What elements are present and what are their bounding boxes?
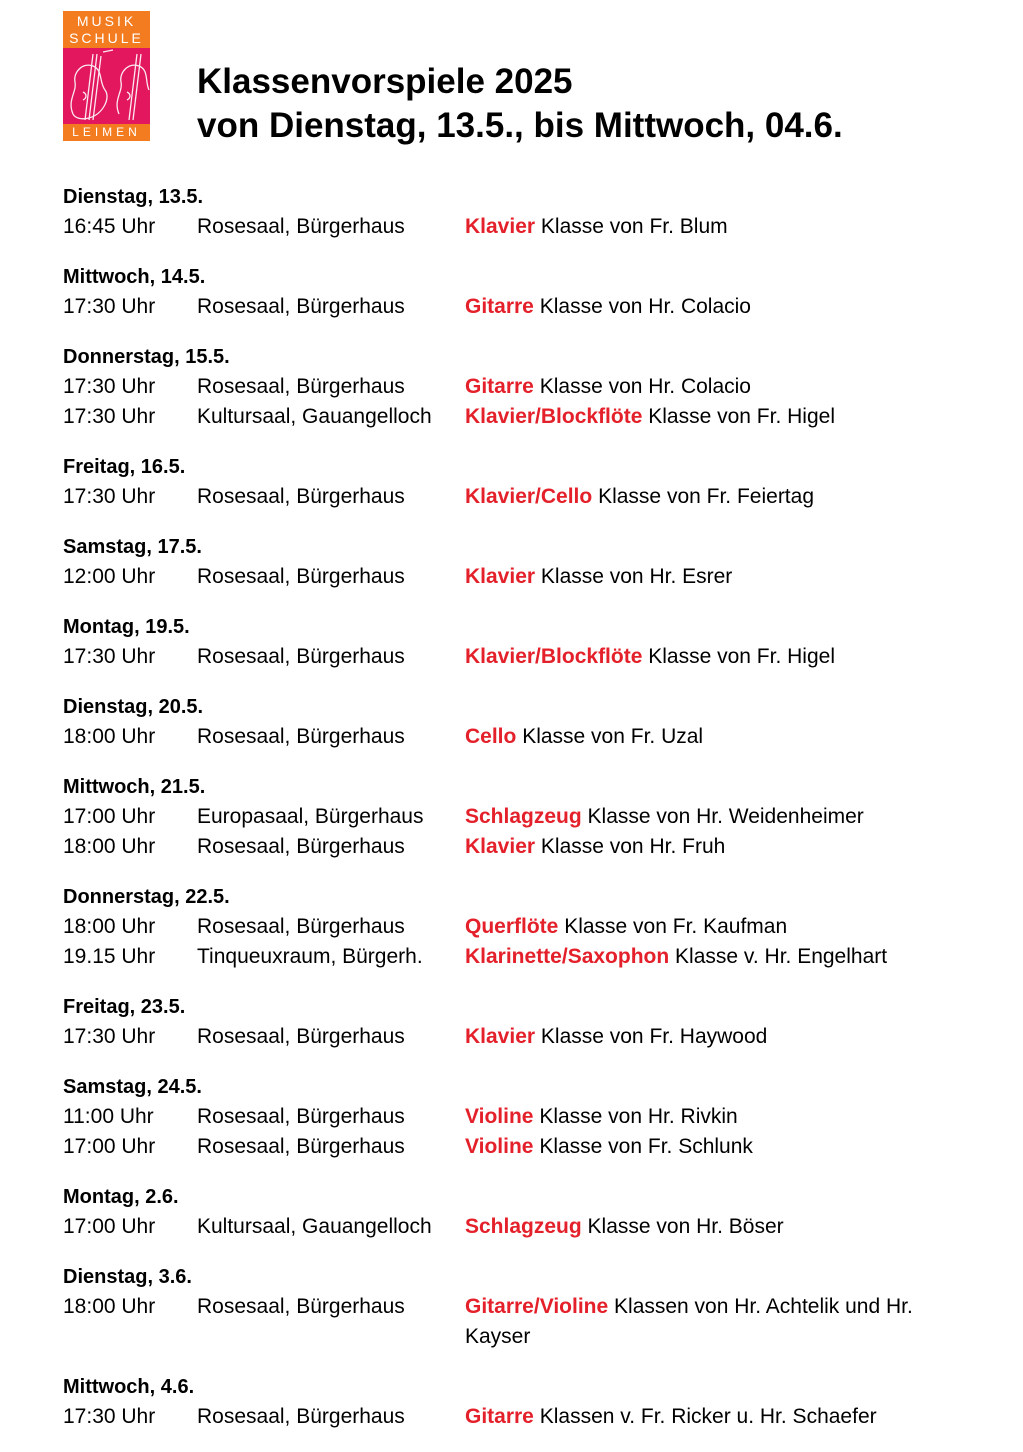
event-time: 17:30 Uhr (63, 485, 156, 508)
event-time: 19.15 Uhr (63, 945, 156, 968)
event-time: 18:00 Uhr (63, 835, 156, 858)
day-heading: Donnerstag, 22.5. (63, 886, 230, 908)
event-instrument: Gitarre/Violine (465, 1295, 609, 1318)
event-row (63, 942, 963, 972)
event-description (465, 912, 935, 942)
event-instrument: Violine (465, 1105, 534, 1128)
event-time: 17:30 Uhr (63, 295, 156, 318)
event-location: Rosesaal, Bürgerhaus (197, 645, 405, 668)
day-block (63, 1182, 963, 1242)
event-time: 17:00 Uhr (63, 1135, 156, 1158)
event-description (465, 562, 935, 592)
event-teacher: Klasse von Hr. Weidenheimer (587, 805, 864, 828)
event-teacher: Klassen von Hr. Achtelik und Hr. Kayser (465, 1295, 913, 1348)
day-heading: Dienstag, 20.5. (63, 696, 204, 718)
event-row (63, 1402, 963, 1432)
event-teacher: Klasse von Hr. Colacio (539, 295, 751, 318)
event-location: Rosesaal, Bürgerhaus (197, 1135, 405, 1158)
event-location: Rosesaal, Bürgerhaus (197, 375, 405, 398)
event-teacher: Klasse von Fr. Schlunk (539, 1135, 753, 1158)
event-description (465, 292, 935, 322)
event-description (465, 1102, 935, 1132)
event-time: 17:30 Uhr (63, 1025, 156, 1048)
event-row (63, 482, 963, 512)
event-description (465, 402, 935, 432)
day-heading: Freitag, 23.5. (63, 996, 186, 1018)
event-instrument: Violine (465, 1135, 534, 1158)
event-description (465, 1132, 935, 1162)
day-heading: Samstag, 24.5. (63, 1076, 202, 1098)
day-block (63, 452, 963, 512)
event-instrument: Gitarre (465, 375, 534, 398)
event-description (465, 802, 935, 832)
event-teacher: Klasse von Fr. Blum (540, 215, 728, 238)
day-block (63, 882, 963, 972)
event-row (63, 832, 963, 862)
event-instrument: Querflöte (465, 915, 559, 938)
event-instrument: Schlagzeug (465, 805, 582, 828)
event-time: 16:45 Uhr (63, 215, 156, 238)
event-instrument: Klavier/Cello (465, 485, 593, 508)
event-row (63, 402, 963, 432)
logo-text-musik: MUSIK (76, 13, 137, 29)
event-row (63, 1292, 963, 1352)
event-instrument: Klavier (465, 835, 536, 858)
day-heading: Dienstag, 3.6. (63, 1266, 192, 1288)
event-location: Rosesaal, Bürgerhaus (197, 215, 405, 238)
event-description (465, 1212, 935, 1242)
event-row (63, 912, 963, 942)
event-instrument: Klarinette/Saxophon (465, 945, 670, 968)
event-description (465, 642, 935, 672)
day-block (63, 532, 963, 592)
event-teacher: Klasse von Hr. Rivkin (539, 1105, 738, 1128)
title-line-2: von Dienstag, 13.5., bis Mittwoch, 04.6. (197, 106, 843, 145)
day-heading: Mittwoch, 4.6. (63, 1376, 195, 1398)
day-heading: Samstag, 17.5. (63, 536, 202, 558)
event-description (465, 212, 935, 242)
day-block (63, 1372, 963, 1432)
day-block (63, 182, 963, 242)
event-time: 18:00 Uhr (63, 1295, 156, 1318)
title-line-1: Klassenvorspiele 2025 (197, 62, 573, 101)
event-description (465, 482, 935, 512)
event-row (63, 212, 963, 242)
logo-text-schule: SCHULE (69, 30, 144, 46)
event-teacher: Klasse v. Hr. Engelhart (675, 945, 888, 968)
day-heading: Donnerstag, 15.5. (63, 346, 230, 368)
day-block (63, 1072, 963, 1162)
event-location: Tinqueuxraum, Bürgerh. (197, 945, 423, 968)
day-heading: Montag, 19.5. (63, 616, 190, 638)
event-description (465, 1292, 935, 1352)
logo-text-leimen: LEIMEN (72, 125, 141, 139)
event-time: 17:30 Uhr (63, 375, 156, 398)
day-heading: Freitag, 16.5. (63, 456, 186, 478)
event-location: Rosesaal, Bürgerhaus (197, 915, 405, 938)
event-time: 17:30 Uhr (63, 645, 156, 668)
event-instrument: Schlagzeug (465, 1215, 582, 1238)
day-heading: Mittwoch, 21.5. (63, 776, 206, 798)
event-row (63, 642, 963, 672)
event-instrument: Klavier (465, 215, 536, 238)
event-description (465, 372, 935, 402)
event-teacher: Klasse von Hr. Esrer (540, 565, 733, 588)
event-teacher: Klasse von Fr. Haywood (540, 1025, 768, 1048)
event-teacher: Klasse von Fr. Feiertag (598, 485, 815, 508)
event-teacher: Klasse von Hr. Colacio (539, 375, 751, 398)
event-teacher: Klassen v. Fr. Ricker u. Hr. Schaefer (539, 1405, 877, 1428)
event-teacher: Klasse von Hr. Fruh (540, 835, 726, 858)
event-teacher: Klasse von Hr. Böser (587, 1215, 784, 1238)
event-instrument: Cello (465, 725, 517, 748)
event-location: Rosesaal, Bürgerhaus (197, 835, 405, 858)
event-instrument: Klavier/Blockflöte (465, 645, 643, 668)
day-block (63, 1262, 963, 1352)
event-row (63, 292, 963, 322)
event-time: 18:00 Uhr (63, 725, 156, 748)
day-block (63, 772, 963, 862)
event-location: Kultursaal, Gauangelloch (197, 1215, 432, 1238)
day-block (63, 992, 963, 1052)
event-row (63, 802, 963, 832)
event-description (465, 942, 935, 972)
event-row (63, 1212, 963, 1242)
day-heading: Dienstag, 13.5. (63, 186, 204, 208)
event-location: Rosesaal, Bürgerhaus (197, 565, 405, 588)
event-location: Rosesaal, Bürgerhaus (197, 295, 405, 318)
event-time: 12:00 Uhr (63, 565, 156, 588)
day-heading: Montag, 2.6. (63, 1186, 179, 1208)
event-teacher: Klasse von Fr. Higel (648, 645, 835, 668)
event-location: Rosesaal, Bürgerhaus (197, 1025, 405, 1048)
event-row (63, 372, 963, 402)
day-block (63, 262, 963, 322)
event-time: 17:00 Uhr (63, 1215, 156, 1238)
event-time: 17:30 Uhr (63, 1405, 156, 1428)
event-teacher: Klasse von Fr. Kaufman (564, 915, 788, 938)
event-description (465, 1402, 935, 1432)
event-instrument: Klavier/Blockflöte (465, 405, 643, 428)
event-description (465, 832, 935, 862)
event-description (465, 722, 935, 752)
day-block (63, 692, 963, 752)
event-location: Rosesaal, Bürgerhaus (197, 1105, 405, 1128)
event-row (63, 562, 963, 592)
event-time: 17:30 Uhr (63, 405, 156, 428)
event-row (63, 722, 963, 752)
event-location: Kultursaal, Gauangelloch (197, 405, 432, 428)
event-location: Europasaal, Bürgerhaus (197, 805, 424, 828)
page-title (197, 60, 843, 148)
event-location: Rosesaal, Bürgerhaus (197, 725, 405, 748)
event-instrument: Klavier (465, 565, 536, 588)
day-heading: Mittwoch, 14.5. (63, 266, 206, 288)
event-location: Rosesaal, Bürgerhaus (197, 1295, 405, 1318)
day-block (63, 612, 963, 672)
day-block (63, 342, 963, 432)
schedule-list (63, 182, 963, 1452)
violin-icon (63, 48, 150, 124)
event-row (63, 1022, 963, 1052)
event-row (63, 1132, 963, 1162)
event-instrument: Gitarre (465, 295, 534, 318)
musikschule-logo (63, 11, 150, 141)
event-time: 18:00 Uhr (63, 915, 156, 938)
event-time: 17:00 Uhr (63, 805, 156, 828)
event-location: Rosesaal, Bürgerhaus (197, 1405, 405, 1428)
event-teacher: Klasse von Fr. Higel (648, 405, 835, 428)
event-description (465, 1022, 935, 1052)
event-time: 11:00 Uhr (63, 1105, 154, 1128)
event-row (63, 1102, 963, 1132)
event-instrument: Gitarre (465, 1405, 534, 1428)
event-location: Rosesaal, Bürgerhaus (197, 485, 405, 508)
event-instrument: Klavier (465, 1025, 536, 1048)
event-teacher: Klasse von Fr. Uzal (522, 725, 704, 748)
